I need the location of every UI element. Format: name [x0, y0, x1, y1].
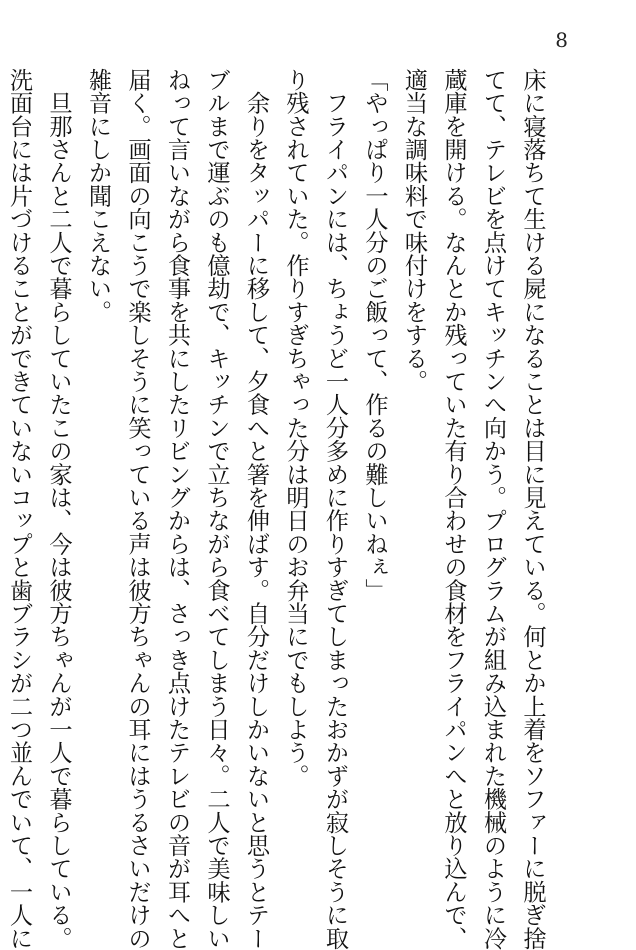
text-line: 洗面台には片づけることができていないコップと歯ブラシが二つ並んでいて、一人に [5, 68, 33, 950]
text-line: 適当な調味料で味付けをする。 [400, 68, 428, 393]
text-line: 「やっぱり一人分のご飯って、作るの難しいねぇ」 [361, 68, 388, 602]
vertical-text-body [0, 68, 552, 950]
text-line: 旦那さんと二人で暮らしていたこの家は、今は彼方ちゃんが一人で暮らしている。 [45, 68, 72, 950]
text-line: 余りをタッパーに移して、夕食へと箸を伸ばす。自分だけしかいないと思うとテー [242, 68, 270, 950]
page-number: 8 [555, 28, 568, 52]
text-line: てて、テレビを点けてキッチンへ向かう。プログラムが組み込まれた機械のように冷 [479, 68, 507, 950]
text-line: り残されていた。作りすぎちゃった分は明日のお弁当にでもしよう。 [282, 68, 309, 788]
text-line: フライパンには、ちょうど一人分多めに作りすぎてしまったおかずが寂しそうに取 [321, 68, 349, 950]
text-line: ねって言いながら食事を共にしたリビングからは、さっき点けたテレビの音が耳へと [163, 68, 191, 950]
text-line: 蔵庫を開ける。なんとか残っていた有り合わせの食材をフライパンへと放り込んで、 [440, 68, 467, 950]
text-line: ブルまで運ぶのも億劫で、キッチンで立ちながら食べてしまう日々。二人で美味しい [203, 68, 230, 950]
text-line: 雑音にしか聞こえない。 [84, 68, 112, 324]
text-line: 床に寝落ちて生ける屍になることは目に見えている。何とか上着をソファーに脱ぎ捨 [519, 68, 546, 950]
text-line: 届く。画面の向こうで楽しそうに笑っている声は彼方ちゃんの耳にはうるさいだけの [124, 68, 151, 950]
